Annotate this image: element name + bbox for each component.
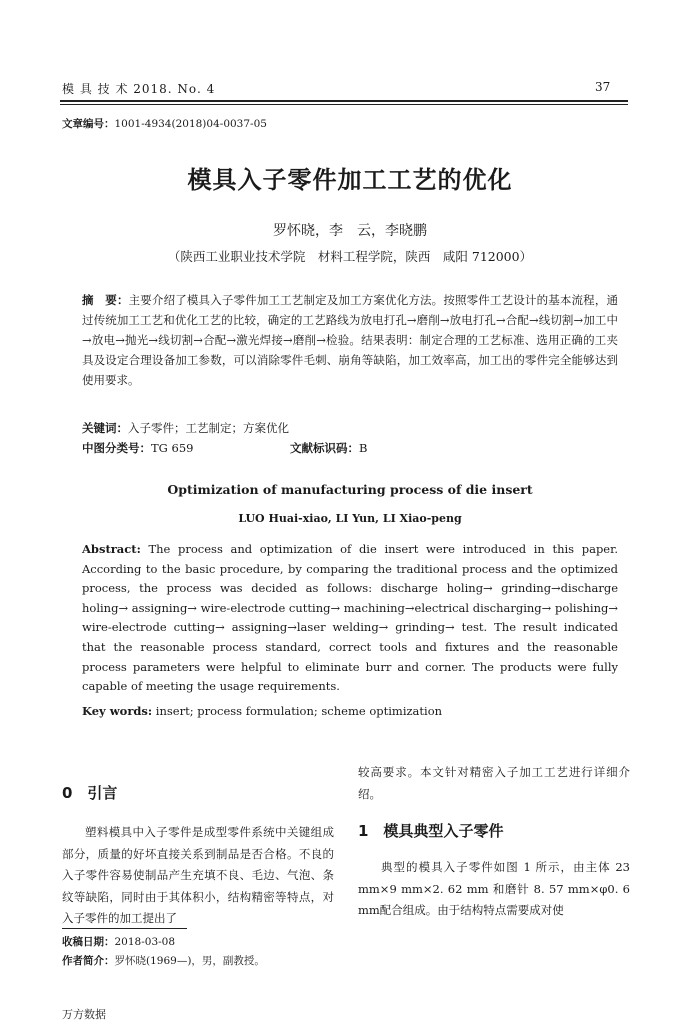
footnote-author <box>62 953 265 968</box>
affiliation: （陕西工业职业技术学院 材料工程学院，陕西 咸阳 712000） <box>167 249 533 264</box>
header-rule-thin <box>60 104 628 105</box>
authors: 罗怀晓，李 云，李晓鹏 <box>273 223 427 239</box>
watermark: 万方数据 <box>62 1008 106 1021</box>
received-label: 收稿日期： <box>62 936 115 948</box>
section-0-heading: 0 引言 <box>62 784 118 802</box>
journal-header: 模 具 技 术 2018. No. 4 <box>62 82 216 96</box>
page-number: 37 <box>595 80 611 94</box>
classification-label: 中图分类号： <box>82 441 151 455</box>
abstract-en-text: The process and optimization of die insert were introduced in this paper. According to the basic procedure, by comparing the traditional process and the optimized process, the process was decided as follows: discharge holing→ grinding→discharge holing→ assigning→ wire-electrode cutting→ machining→electrical discharging→ polishing→ wire-electrode cutting→ assigning→laser welding→ grinding→ test. The result indicated that the reasonable process standard, correct tools and fixtures and the reasonable process parameters were helpful to eliminate burr and corner. The products were fully capable of meeting the usage requirements. <box>82 542 619 694</box>
abstract-zh-text: 主要介绍了模具入子零件加工工艺制定及加工方案优化方法。按照零件工艺设计的基本流程，通过传统加工工艺和优化工艺的比较，确定的工艺路线为放电打孔→磨削→放电打孔→合配→线切割→加工中→放电→抛光→线切割→合配→激光焊接→磨削→检验。结果表明：制定合理的工艺标准、选用正确的工夹具及设定合理设备加工参数，可以消除零件毛刺、崩角等缺陷，加工效率高，加工出的零件完全能够达到使用要求。 <box>82 293 618 387</box>
paper-title: 模具入子零件加工工艺的优化 <box>187 166 513 194</box>
document-code-label: 文献标识码： <box>290 441 359 455</box>
article-id-value: 1001-4934(2018)04-0037-05 <box>114 118 267 130</box>
classification-value: TG 659 <box>151 441 194 455</box>
abstract-zh-label: 摘 要： <box>82 293 129 307</box>
footnote-received <box>62 934 175 949</box>
footnote-rule <box>62 928 187 929</box>
author-intro-value: 罗怀晓(1969—)，男，副教授。 <box>114 955 265 967</box>
document-code <box>290 440 367 456</box>
abstract-en <box>82 540 618 697</box>
classification <box>82 440 193 456</box>
article-id-label: 文章编号： <box>62 118 115 130</box>
english-authors: LUO Huai-xiao, LI Yun, LI Xiao-peng <box>238 512 462 525</box>
document-code-value: B <box>359 441 368 455</box>
section-0-paragraph: 塑料模具中入子零件是成型零件系统中关键组成部分，质量的好坏直接关系到制品是否合格。不良的入子零件容易使制品产生充填不良、毛边、气泡、条纹等缺陷，同时由于其体积小，结构精密等特点，对入子零件的加工提出了 <box>62 825 334 925</box>
received-value: 2018-03-08 <box>114 936 176 948</box>
article-id <box>62 116 267 131</box>
right-column-continuation: 较高要求。本文针对精密入子加工工艺进行详细介绍。 <box>358 765 630 801</box>
keywords-zh-text: 入子零件；工艺制定；方案优化 <box>128 421 289 435</box>
keywords-zh <box>82 420 289 436</box>
keywords-en <box>82 704 442 718</box>
keywords-zh-label: 关键词： <box>82 421 128 435</box>
abstract-en-label: Abstract: <box>82 542 141 556</box>
keywords-en-label: Key words: <box>82 704 153 718</box>
abstract-zh <box>82 290 618 390</box>
author-intro-label: 作者简介： <box>62 955 115 967</box>
section-1-paragraph: 典型的模具入子零件如图 1 所示，由主体 23 mm×9 mm×2. 62 mm 和磨针 8. 57 mm×φ0. 6 mm配合组成。由于结构特点需要成对使 <box>358 860 630 917</box>
english-title: Optimization of manufacturing process of die insert <box>167 482 533 497</box>
keywords-en-text: insert; process formulation; scheme optimization <box>155 704 443 718</box>
section-1-heading: 1 模具典型入子零件 <box>358 822 504 840</box>
header-rule-thick <box>60 100 628 102</box>
